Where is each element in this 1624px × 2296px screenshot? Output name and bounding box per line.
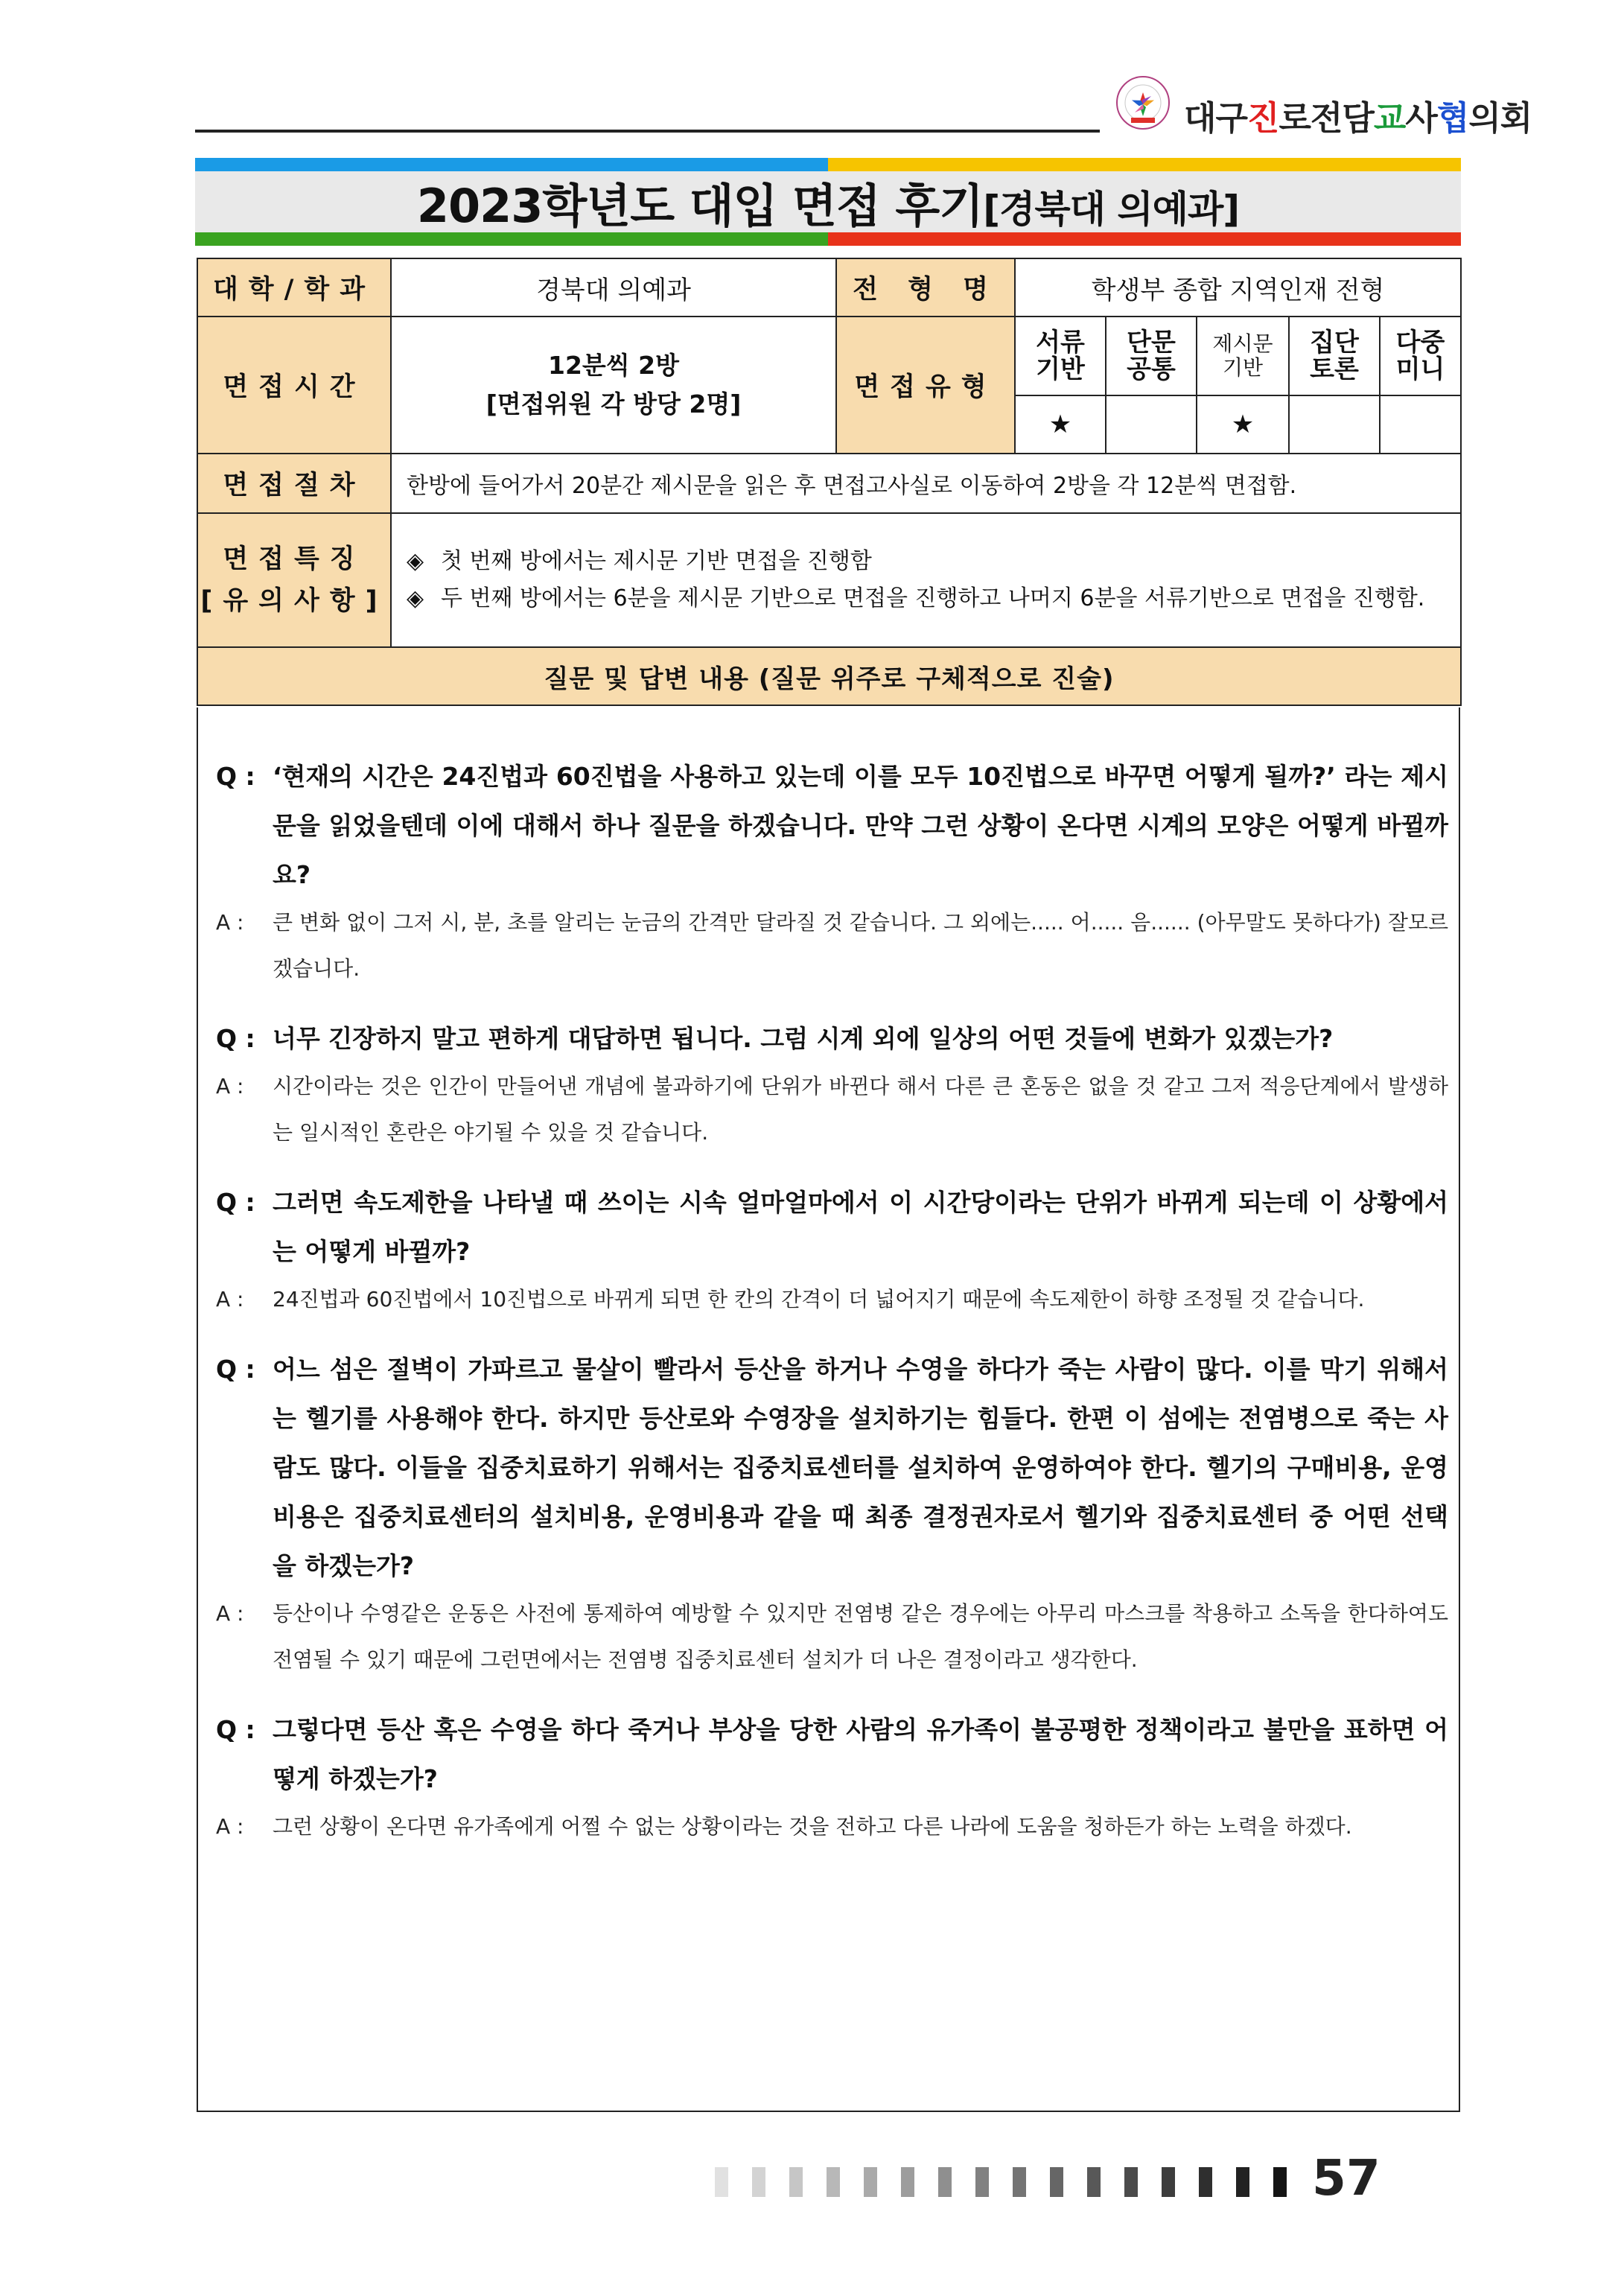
page-tick <box>752 2167 765 2197</box>
type-header-document: 서류 기반 <box>1015 317 1106 395</box>
page-tick <box>1050 2167 1063 2197</box>
type-mark-common <box>1106 395 1197 454</box>
type-header-group: 집단 토론 <box>1289 317 1380 395</box>
proc-value: 한방에 들어가서 20분간 제시문을 읽은 후 면접고사실로 이동하여 2방을 각 12분씩 면접함. <box>391 454 1461 513</box>
page-tick <box>1236 2167 1249 2197</box>
proc-label: 면접절차 <box>197 454 391 513</box>
type-header-common: 단문 공통 <box>1106 317 1197 395</box>
type-mark-passage: ★ <box>1197 395 1289 454</box>
qa-box <box>197 707 1460 2112</box>
title-box <box>195 171 1461 232</box>
answer: A : 큰 변화 없이 그저 시, 분, 초를 알리는 눈금의 간격만 달라질 것 같습니다. 그 외에는..... 어..... 음...... (아무말도 못하다가) 잘모르겠습니다. <box>216 910 1448 981</box>
track-value: 학생부 종합 지역인재 전형 <box>1015 258 1461 317</box>
answer: A : 24진법과 60진법에서 10진법으로 바뀌게 되면 한 칸의 간격이 더 넓어지기 때문에 속도제한이 하향 조정될 것 같습니다. <box>216 1287 1365 1311</box>
question: Q : 그러면 속도제한을 나타낼 때 쓰이는 시속 얼마얼마에서 이 시간당이라는 단위가 바뀌게 되는데 이 상황에서는 어떻게 바뀔까? <box>216 1188 1448 1266</box>
feat-item: ◈ 첫 번째 방에서는 제시문 기반 면접을 진행함 <box>407 543 1445 580</box>
page-tick <box>938 2167 952 2197</box>
answer: A : 시간이라는 것은 인간이 만들어낸 개념에 불과하기에 단위가 바뀐다 해서 다른 큰 혼동은 없을 것 같고 그저 적응단계에서 발생하는 일시적인 혼란은 야기될 수 있을 것 같습니다. <box>216 1074 1448 1145</box>
answer: A : 등산이나 수영같은 운동은 사전에 통제하여 예방할 수 있지만 전염병 같은 경우에는 아무리 마스크를 착용하고 소독을 한다하여도 전염될 수 있기 때문에 그런면에서는 전염병 집중치료센터 설치가 더 나은 결정이라고 생각한다. <box>216 1601 1448 1672</box>
page-tick <box>1162 2167 1175 2197</box>
time-value: 12분씩 2방 [면접위원 각 방당 2명] <box>391 317 836 454</box>
time-label: 면접시간 <box>197 317 391 454</box>
univ-value: 경북대 의예과 <box>391 258 836 317</box>
question: Q : ‘현재의 시간은 24진법과 60진법을 사용하고 있는데 이를 모두 10진법으로 바꾸면 어떻게 될까?’ 라는 제시문을 읽었을텐데 이에 대해서 하나 질문을 하겠습니다. 만약 그런 상황이 온다면 시계의 모양은 어떻게 바뀔까요? <box>216 762 1448 889</box>
page-tick <box>975 2167 989 2197</box>
diamond-bullet-icon: ◈ <box>407 548 424 574</box>
type-header-passage: 제시문 기반 <box>1197 317 1289 395</box>
title-band-bottom <box>195 232 1461 246</box>
answer: A : 그런 상황이 온다면 유가족에게 어쩔 수 없는 상황이라는 것을 전하고 다른 나라에 도움을 청하든가 하는 노력을 하겠다. <box>216 1814 1352 1839</box>
track-label: 전 형 명 <box>836 258 1015 317</box>
page-tick <box>1273 2167 1287 2197</box>
question: Q : 너무 긴장하지 말고 편하게 대답하면 됩니다. 그럼 시계 외에 일상의 어떤 것들에 변화가 있겠는가? <box>216 1024 1334 1053</box>
feat-item: ◈ 두 번째 방에서는 6분을 제시문 기반으로 면접을 진행하고 나머지 6분을 서류기반으로 면접을 진행함. <box>407 580 1445 617</box>
type-mark-mmi <box>1380 395 1461 454</box>
feat-value <box>391 513 1461 647</box>
page-title: 2023학년도 대입 면접 후기[경북대 의예과] <box>416 178 1240 233</box>
page-tick <box>1124 2167 1138 2197</box>
question: Q : 그렇다면 등산 혹은 수영을 하다 죽거나 부상을 당한 사람의 유가족이 불공평한 정책이라고 불만을 표하면 어떻게 하겠는가? <box>216 1715 1448 1793</box>
page-tick <box>864 2167 877 2197</box>
header-rule <box>195 130 1100 133</box>
diamond-bullet-icon: ◈ <box>407 585 424 611</box>
qa-list <box>216 752 1448 1850</box>
page-tick <box>715 2167 728 2197</box>
type-mark-document: ★ <box>1015 395 1106 454</box>
page-number: 57 <box>1312 2149 1381 2207</box>
type-label: 면접유형 <box>836 317 1015 454</box>
org-name: 대구진로전담교사협의회 <box>1184 98 1532 138</box>
univ-label: 대학/학과 <box>197 258 391 317</box>
page-tick <box>1199 2167 1212 2197</box>
type-header-mmi: 다중 미니 <box>1380 317 1461 395</box>
info-table <box>197 258 1462 706</box>
type-mark-group <box>1289 395 1380 454</box>
feat-label: 면접특징 [유의사항] <box>197 513 391 647</box>
page-tick <box>1087 2167 1101 2197</box>
page-tick <box>1013 2167 1026 2197</box>
qa-header: 질문 및 답변 내용 (질문 위주로 구체적으로 진술) <box>197 647 1461 705</box>
org-logo-icon <box>1115 74 1171 131</box>
question: Q : 어느 섬은 절벽이 가파르고 물살이 빨라서 등산을 하거나 수영을 하다가 죽는 사람이 많다. 이를 막기 위해서는 헬기를 사용해야 한다. 하지만 등산로와 수영장을 설치하기는 힘들다. 한편 이 섬에는 전염병으로 죽는 사람도 많다. 이들을 집중치료하기 위해서는 집중치료센터를 설치하여 운영하여야 한다. 헬기의 구매비용, 운영비용은 집중치료센터의 설치비용, 운영비용과 같을 때 최종 결정권자로서 헬기와 집중치료센터 중 어떤 선택을 하겠는가? <box>216 1355 1448 1580</box>
page-tick <box>789 2167 803 2197</box>
page-tick <box>901 2167 914 2197</box>
page-tick <box>827 2167 840 2197</box>
